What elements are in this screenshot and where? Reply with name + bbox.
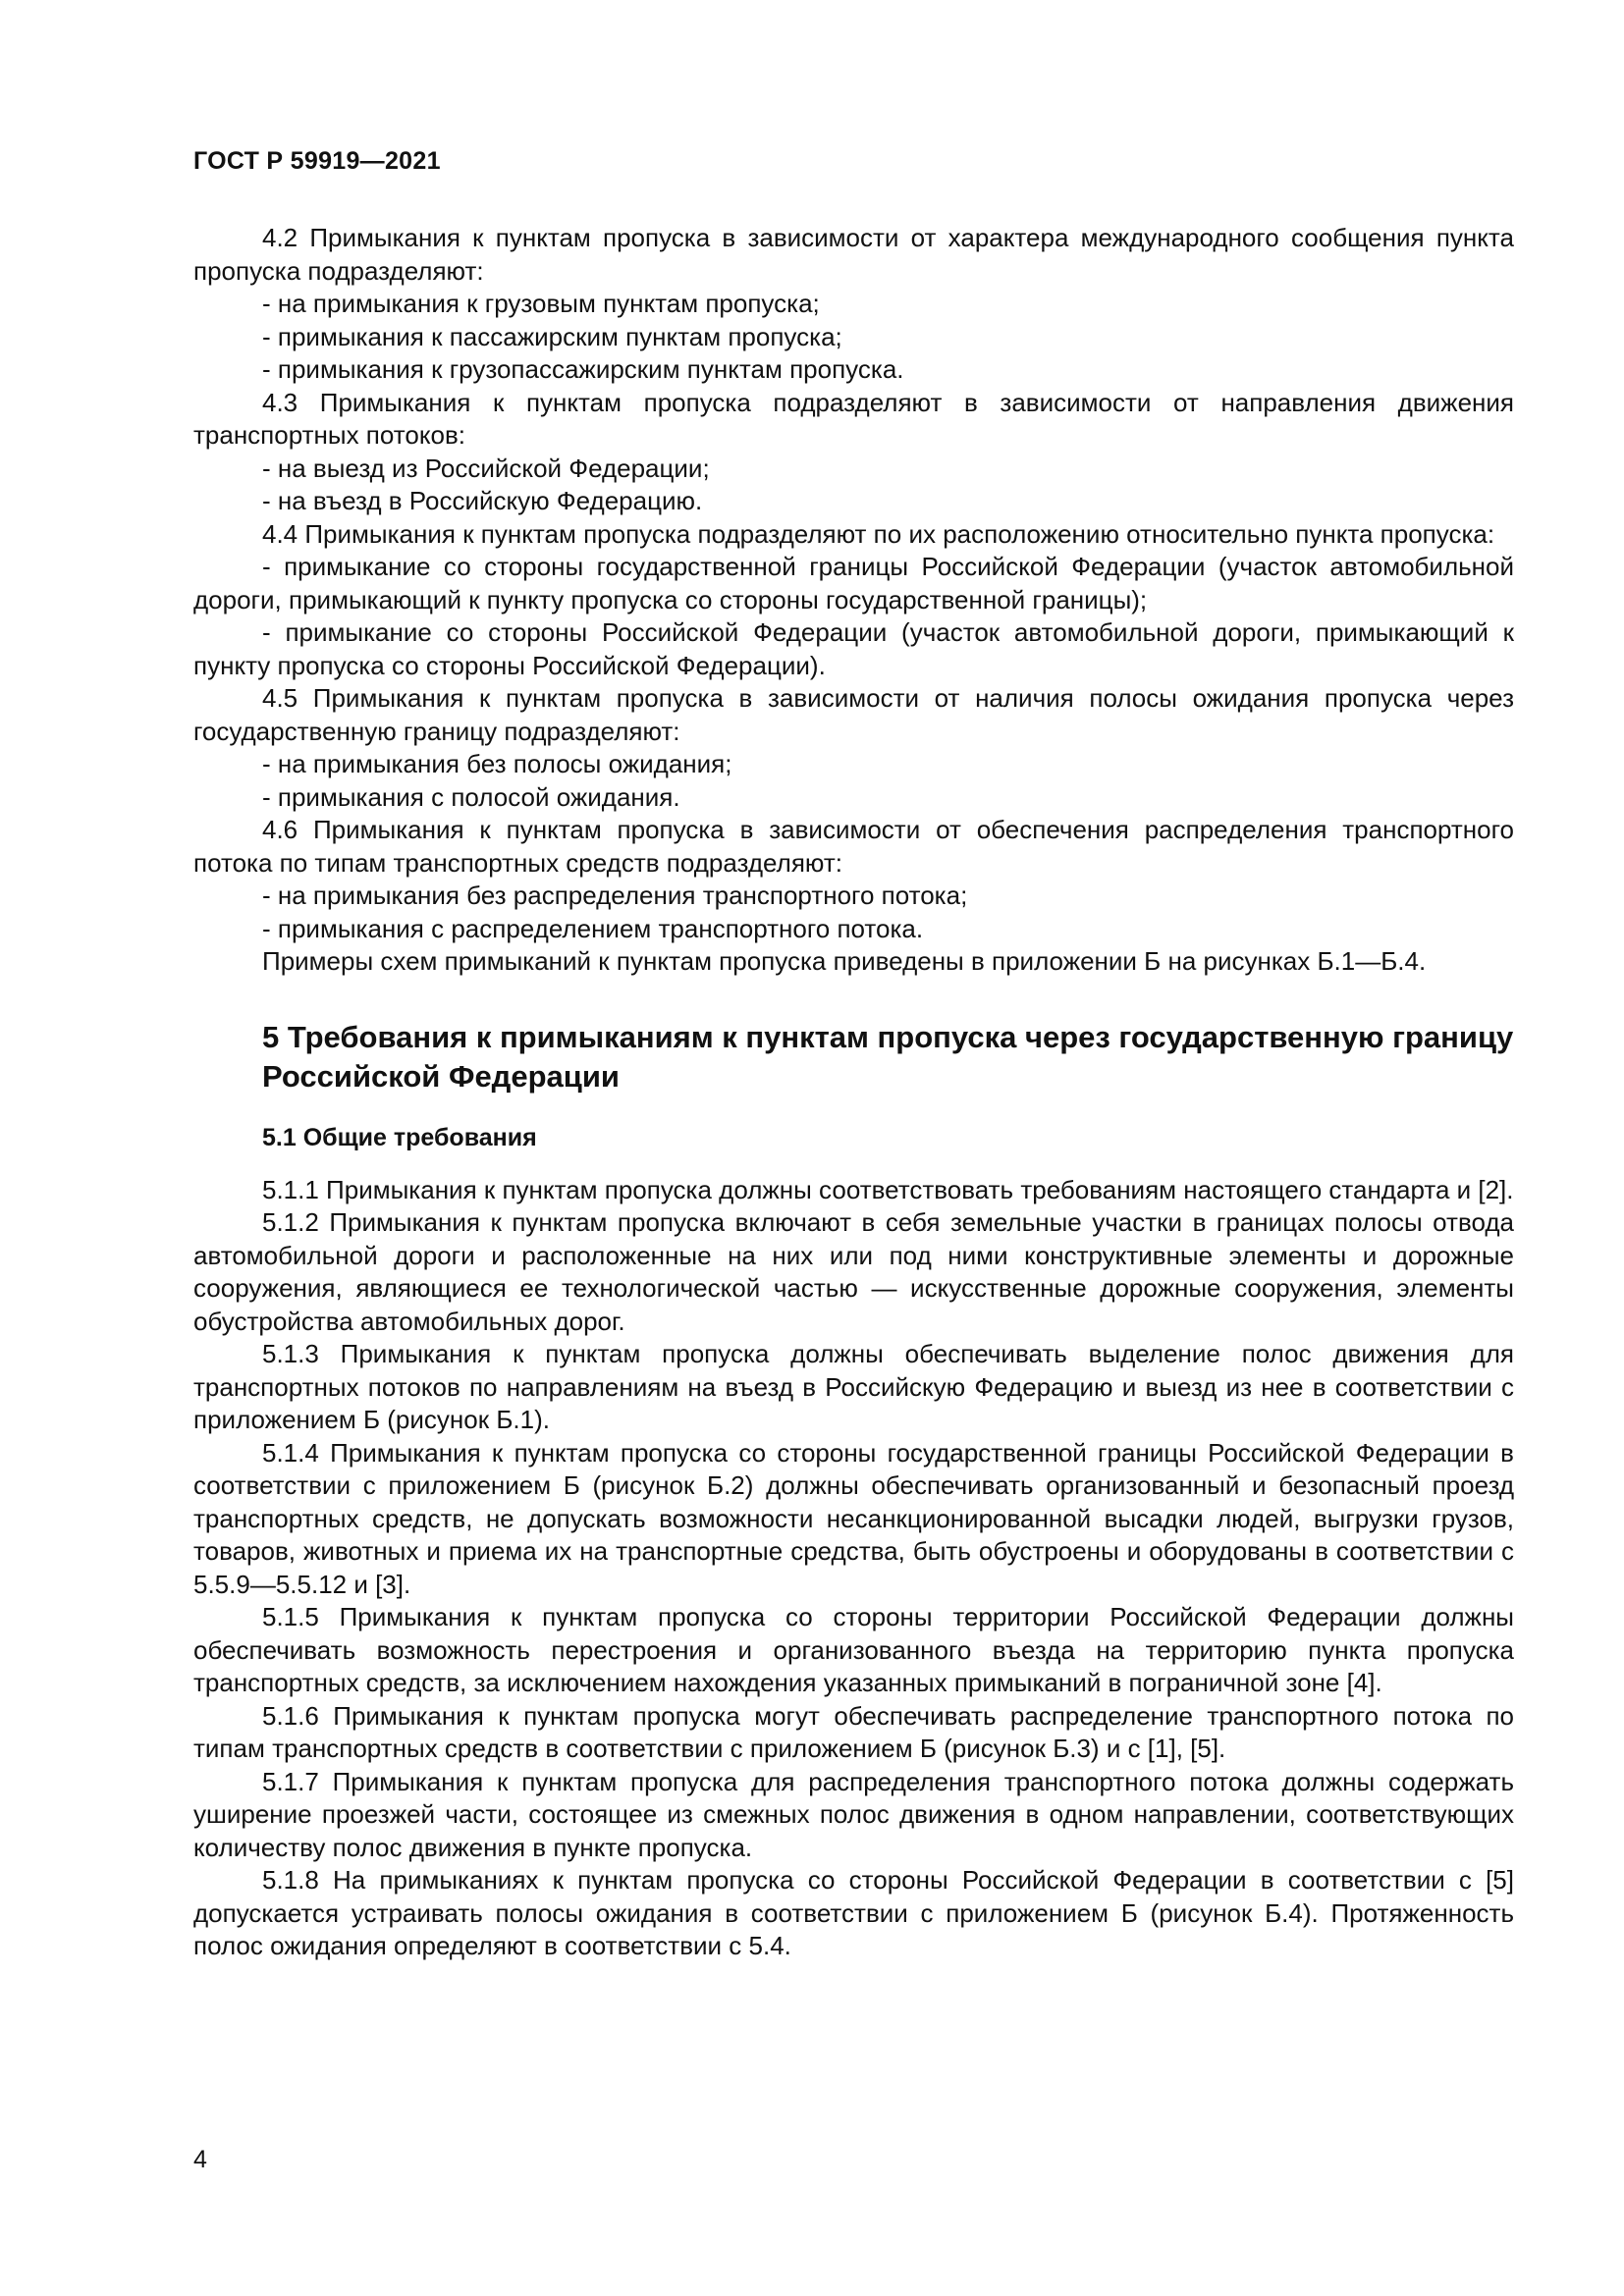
paragraph-4-5: 4.5 Примыкания к пунктам пропуска в зависимости от наличия полосы ожидания пропуска через государственную границу подразделяют: [193, 683, 1514, 746]
paragraph-examples-note: Примеры схем примыканий к пунктам пропуска приведены в приложении Б на рисунках Б.1—Б.4. [262, 946, 1427, 976]
paragraph-5-1-1: 5.1.1 Примыкания к пунктам пропуска должны соответствовать требованиям настоящего стандарта и [2]. [262, 1174, 1514, 1204]
subsection-5-1-heading: 5.1 Общие требования [262, 1123, 537, 1151]
list-item: - на примыкания без распределения транспортного потока; [262, 881, 968, 910]
list-item: - примыкания с полосой ожидания. [262, 781, 680, 812]
list-item: - на примыкания без полосы ожидания; [262, 749, 732, 778]
paragraph-4-4: 4.4 Примыкания к пунктам пропуска подразделяют по их расположению относительно пункта пропуска: [262, 518, 1495, 549]
list-item: - на выезд из Российской Федерации; [262, 453, 710, 483]
paragraph-5-1-4: 5.1.4 Примыкания к пунктам пропуска со стороны государственной границы Российской Федерации в соответствии с приложением Б (рисунок Б.2) должны обеспечивать организованный и безопасный проезд транспортных средств, не допускать возможности несанкционированной высадки людей, выгрузки грузов, товаров, животных и приема их на транспортные средства, быть обустроены и оборудованы в соответствии с 5.5.9—5.5.12 и [3]. [193, 1437, 1514, 1599]
paragraph-5-1-5: 5.1.5 Примыкания к пунктам пропуска со стороны территории Российской Федерации должны обеспечивать возможность перестроения и организованного въезда на территорию пункта пропуска транспортных средств, за исключением нахождения указанных примыканий в пограничной зоне [4]. [193, 1602, 1514, 1697]
page-content [193, 222, 1514, 1963]
paragraph-4-3: 4.3 Примыкания к пунктам пропуска подразделяют в зависимости от направления движения транспортных потоков: [193, 387, 1514, 450]
paragraph-5-1-3: 5.1.3 Примыкания к пунктам пропуска должны обеспечивать выделение полос движения для транспортных потоков по направлениям на въезд в Российскую Федерацию и выезд из нее в соответствии с приложением Б (рисунок Б.1). [193, 1339, 1514, 1434]
paragraph-5-1-6: 5.1.6 Примыкания к пунктам пропуска могут обеспечивать распределение транспортного потока по типам транспортных средств в соответствии с приложением Б (рисунок Б.3) и с [1], [5]. [193, 1700, 1514, 1763]
list-item: - на въезд в Российскую Федерацию. [262, 486, 703, 515]
paragraph-4-6: 4.6 Примыкания к пунктам пропуска в зависимости от обеспечения распределения транспортного потока по типам транспортных средств подразделяют: [193, 815, 1514, 878]
list-item: - примыкания к пассажирским пунктам пропуска; [262, 321, 842, 351]
section-5-heading: 5 Требования к примыканиям к пунктам пропуска через государственную границу Российской Федерации [262, 1019, 1514, 1094]
list-item: - примыкания к грузопассажирским пунктам пропуска. [262, 354, 904, 384]
list-item: - на примыкания к грузовым пунктам пропуска; [262, 289, 820, 318]
paragraph-5-1-8: 5.1.8 На примыканиях к пунктам пропуска со стороны Российской Федерации в соответствии с [5] допускается устраивать полосы ожидания в соответствии с приложением Б (рисунок Б.4). Протяженность полос ожидания определяют в соответствии с 5.4. [193, 1865, 1514, 1960]
list-item: - примыкания с распределением транспортного потока. [262, 913, 924, 943]
document-header-id: ГОСТ Р 59919—2021 [193, 147, 441, 175]
page-number: 4 [193, 2146, 207, 2173]
paragraph-5-1-2: 5.1.2 Примыкания к пунктам пропуска включают в себя земельные участки в границах полосы отвода автомобильной дороги и расположенные на них или под ними конструктивные элементы и дорожные сооружения, являющиеся ее технологической частью — искусственные дорожные сооружения, элементы обустройства автомобильных дорог. [193, 1207, 1514, 1336]
paragraph-4-2: 4.2 Примыкания к пунктам пропуска в зависимости от характера международного сообщения пункта пропуска подразделяют: [193, 223, 1514, 286]
list-item: - примыкание со стороны Российской Федерации (участок автомобильной дороги, примыкающий к пункту пропуска со стороны Российской Федерации). [193, 617, 1514, 680]
paragraph-5-1-7: 5.1.7 Примыкания к пунктам пропуска для распределения транспортного потока должны содержать уширение проезжей части, состоящее из смежных полос движения в одном направлении, соответствующих количеству полос движения в пункте пропуска. [193, 1766, 1514, 1862]
list-item: - примыкание со стороны государственной границы Российской Федерации (участок автомобильной дороги, примыкающий к пункту пропуска со стороны государственной границы); [193, 552, 1514, 614]
